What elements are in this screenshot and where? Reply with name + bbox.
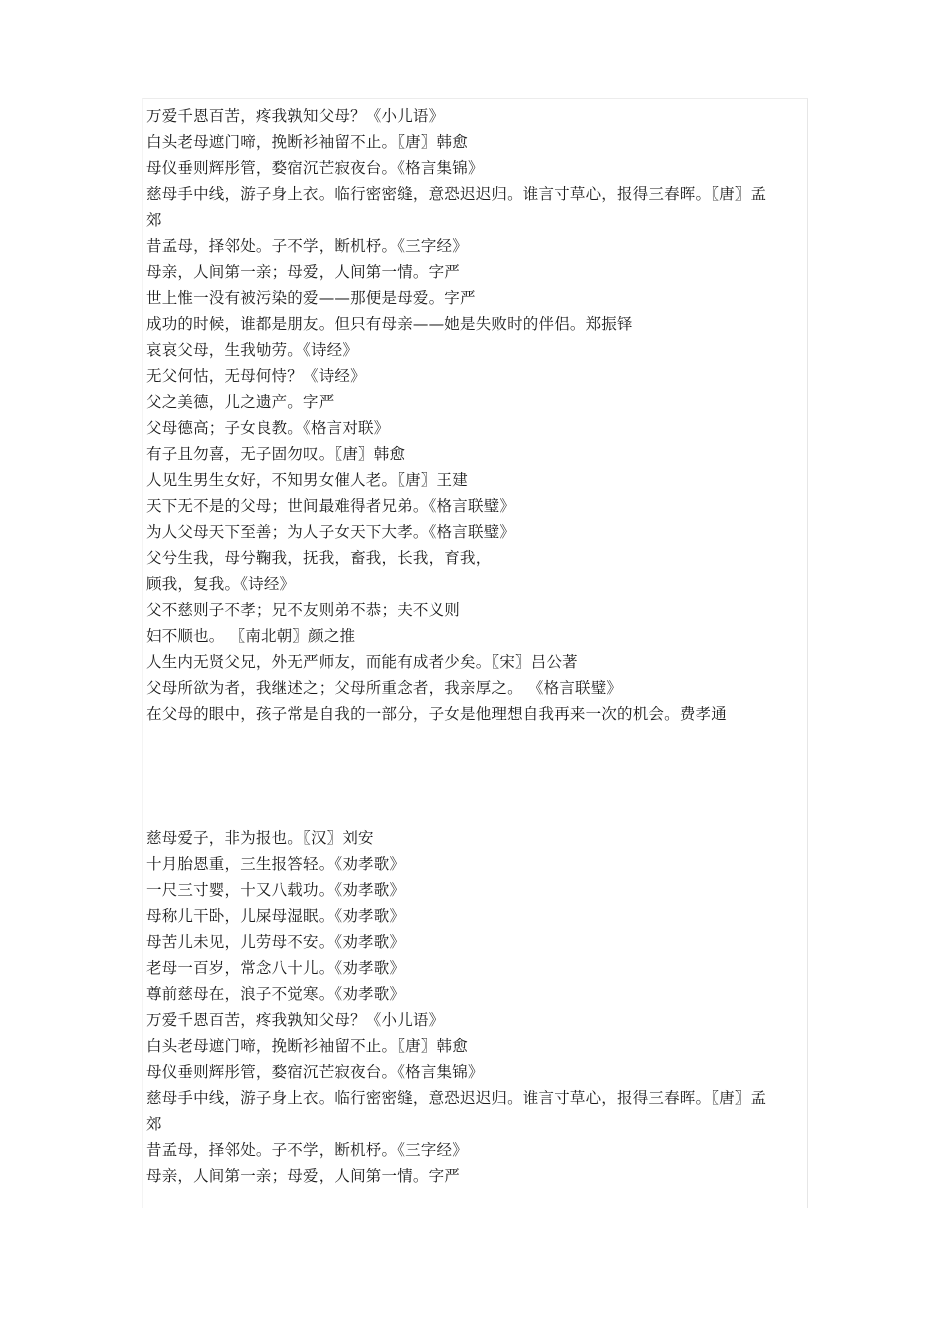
- text-line: 母称儿干卧，儿屎母湿眠。《劝孝歌》: [146, 907, 406, 925]
- text-line: 父不慈则子不孝；兄不友则弟不恭；夫不义则: [146, 601, 461, 619]
- text-line: 父之美德，儿之遗产。字严: [146, 393, 335, 411]
- text-line: 无父何怙，无母何恃？《诗经》: [146, 367, 366, 385]
- text-line: 郊: [146, 1115, 162, 1133]
- text-line: 父母所欲为者，我继述之；父母所重念者，我亲厚之。 《格言联璧》: [146, 679, 623, 697]
- text-line: 母苦儿未见，儿劳母不安。《劝孝歌》: [146, 933, 406, 951]
- text-line: 人见生男生女好，不知男女催人老。〖唐〗王建: [146, 471, 468, 489]
- text-line: 人生内无贤父兄，外无严师友，而能有成者少矣。〖宋〗吕公著: [146, 653, 578, 671]
- text-line: 白头老母遮门啼，挽断衫袖留不止。〖唐〗韩愈: [146, 133, 468, 151]
- text-line: 父兮生我，母兮鞠我，抚我，畜我，长我，育我，: [146, 549, 492, 567]
- text-line: 尊前慈母在，浪子不觉寒。《劝孝歌》: [146, 985, 406, 1003]
- text-line: 昔孟母，择邻处。子不学，断机杼。《三字经》: [146, 237, 468, 255]
- text-line: 成功的时候，谁都是朋友。但只有母亲——她是失败时的伴侣。郑振铎: [146, 315, 633, 333]
- text-line: 老母一百岁，常念八十儿。《劝孝歌》: [146, 959, 406, 977]
- text-line: 慈母手中线，游子身上衣。临行密密缝，意恐迟迟归。谁言寸草心，报得三春晖。〖唐〗孟: [146, 1089, 767, 1107]
- section-gap: [146, 727, 808, 825]
- text-line: 有子且勿喜，无子固勿叹。〖唐〗韩愈: [146, 445, 406, 463]
- text-line: 父母德高；子女良教。《格言对联》: [146, 419, 390, 437]
- text-line: 昔孟母，择邻处。子不学，断机杼。《三字经》: [146, 1141, 468, 1159]
- text-line: 十月胎恩重，三生报答轻。《劝孝歌》: [146, 855, 406, 873]
- quote-block-1: [146, 103, 808, 727]
- text-line: 郊: [146, 211, 162, 229]
- text-line: 万爱千恩百苦，疼我孰知父母？《小儿语》: [146, 107, 445, 125]
- text-line: 为人父母天下至善；为人子女天下大孝。《格言联璧》: [146, 523, 516, 541]
- quote-block-2: [146, 825, 808, 1189]
- text-line: 哀哀父母，生我劬劳。《诗经》: [146, 341, 359, 359]
- text-line: 一尺三寸婴，十又八载功。《劝孝歌》: [146, 881, 406, 899]
- text-line: 母亲，人间第一亲；母爱，人间第一情。字严: [146, 1167, 461, 1185]
- text-line: 慈母爱子，非为报也。〖汉〗刘安: [146, 829, 374, 847]
- text-line: 天下无不是的父母；世间最难得者兄弟。《格言联璧》: [146, 497, 516, 515]
- document-body: [146, 103, 808, 1189]
- text-line: 顾我，复我。《诗经》: [146, 575, 296, 593]
- text-line: 母仪垂则辉彤管，婺宿沉芒寂夜台。《格言集锦》: [146, 1063, 484, 1081]
- text-line: 白头老母遮门啼，挽断衫袖留不止。〖唐〗韩愈: [146, 1037, 468, 1055]
- text-line: 母仪垂则辉彤管，婺宿沉芒寂夜台。《格言集锦》: [146, 159, 484, 177]
- text-line: 在父母的眼中，孩子常是自我的一部分，子女是他理想自我再来一次的机会。费孝通: [146, 705, 727, 723]
- text-line: 妇不顺也。 〖南北朝〗颜之推: [146, 627, 356, 645]
- text-line: 母亲，人间第一亲；母爱，人间第一情。字严: [146, 263, 461, 281]
- text-line: 万爱千恩百苦，疼我孰知父母？《小儿语》: [146, 1011, 445, 1029]
- text-line: 慈母手中线，游子身上衣。临行密密缝，意恐迟迟归。谁言寸草心，报得三春晖。〖唐〗孟: [146, 185, 767, 203]
- text-line: 世上惟一没有被污染的爱——那便是母爱。字严: [146, 289, 476, 307]
